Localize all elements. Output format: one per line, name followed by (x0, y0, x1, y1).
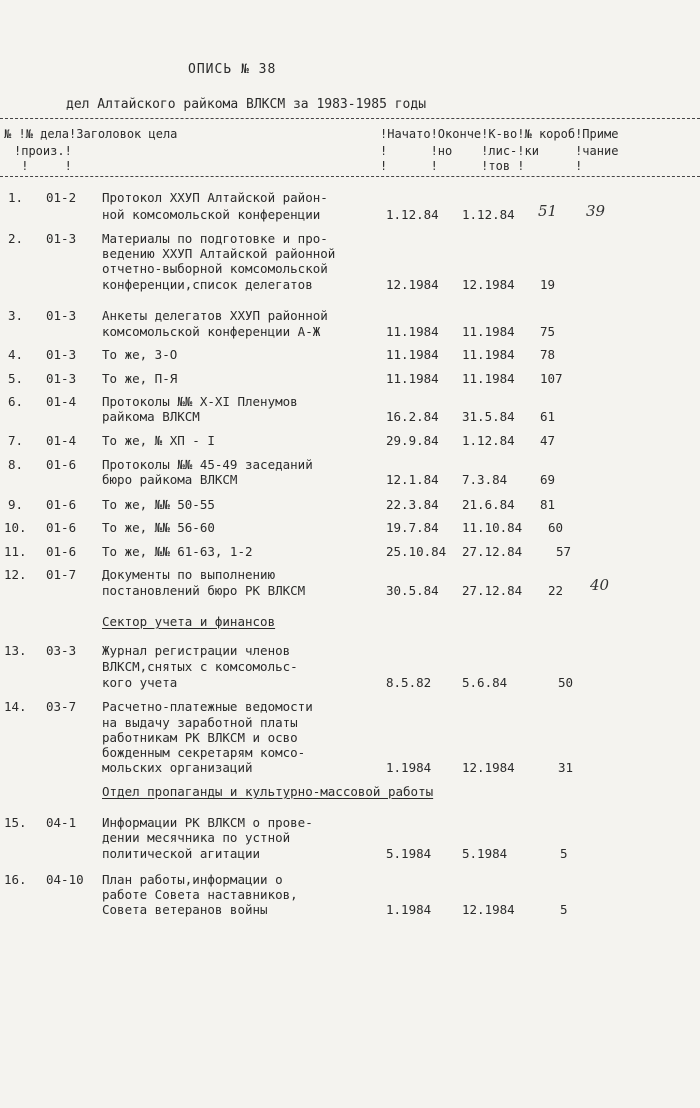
row-sheet-count: 5 (560, 902, 568, 917)
section-heading-accounting: Сектор учета и финансов (102, 614, 276, 629)
row-end-date: 11.1984 (462, 371, 515, 386)
row-title-line: ВЛКСМ,снятых с комсомольс- (102, 659, 298, 674)
header-col-right-3: ! ! !тов ! ! (380, 159, 583, 173)
row-number: 14. (4, 699, 27, 714)
row-number: 7. (8, 433, 24, 448)
row-end-date: 12.1984 (462, 902, 515, 917)
row-title-line: ведению XXУП Алтайской районной (102, 246, 336, 261)
header-bottom-rule (0, 176, 700, 177)
row-sheet-count: 69 (540, 472, 556, 487)
header-col-left-2: !произ.! (14, 144, 72, 158)
row-title-line: То же, №№ 56-60 (102, 520, 215, 535)
row-start-date: 1.1984 (386, 760, 432, 775)
row-start-date: 16.2.84 (386, 409, 439, 424)
row-start-date: 11.1984 (386, 371, 439, 386)
row-sheet-count: 47 (540, 433, 556, 448)
row-number: 6. (8, 394, 24, 409)
row-title-line: отчетно-выборной комсомольской (102, 261, 328, 276)
row-code: 03-3 (46, 643, 77, 658)
row-code: 01-7 (46, 567, 77, 582)
row-title-line: райкома ВЛКСМ (102, 409, 200, 424)
row-start-date: 29.9.84 (386, 433, 439, 448)
row-sheet-count: 81 (540, 497, 556, 512)
row-title-line: политической агитации (102, 846, 261, 861)
row-start-date: 8.5.82 (386, 675, 432, 690)
row-title-line: То же, №№ 50-55 (102, 497, 215, 512)
row-title-line: постановлений бюро РК ВЛКСМ (102, 583, 306, 598)
row-end-date: 31.5.84 (462, 409, 515, 424)
row-end-date: 12.1984 (462, 277, 515, 292)
row-number: 10. (4, 520, 27, 535)
header-col-left-1: № !№ дела!Заголовок цела (4, 127, 178, 141)
row-title-line: божденным секретарям комсо- (102, 745, 306, 760)
row-end-date: 12.1984 (462, 760, 515, 775)
page-title: ОПИСЬ № 38 (188, 62, 277, 77)
row-sheet-count: 57 (556, 544, 572, 559)
row-title-line: работе Совета наставников, (102, 887, 298, 902)
row-code: 01-6 (46, 544, 77, 559)
row-start-date: 1.12.84 (386, 207, 439, 222)
row-sheet-count: 60 (548, 520, 564, 535)
row-title-line: ной комсомольской конференции (102, 207, 321, 222)
row-number: 13. (4, 643, 27, 658)
row-title-line: на выдачу заработной платы (102, 715, 298, 730)
row-code: 01-4 (46, 394, 77, 409)
row-title-line: То же, № ХП - I (102, 433, 215, 448)
row-title-line: План работы,информации о (102, 872, 283, 887)
section-heading-propaganda: Отдел пропаганды и культурно-массовой работы (102, 784, 434, 799)
row-end-date: 11.10.84 (462, 520, 523, 535)
row-number: 3. (8, 308, 24, 323)
row-sheet-count: 75 (540, 324, 556, 339)
row-number: 4. (8, 347, 24, 362)
row-title-line: Документы по выполнению (102, 567, 276, 582)
row-title-line: Протоколы №№ 45-49 заседаний (102, 457, 313, 472)
row-end-date: 21.6.84 (462, 497, 515, 512)
row-sheet-count: 78 (540, 347, 556, 362)
row-sheet-count: 107 (540, 371, 563, 386)
row-title-line: Совета ветеранов войны (102, 902, 268, 917)
row-end-date: 11.1984 (462, 324, 515, 339)
row-start-date: 25.10.84 (386, 544, 447, 559)
header-col-left-3: ! ! (14, 159, 72, 173)
row-end-date: 11.1984 (462, 347, 515, 362)
row-end-date: 5.1984 (462, 846, 508, 861)
row-sheet-count: 31 (558, 760, 574, 775)
row-code: 01-3 (46, 231, 77, 246)
row-sheet-count: 50 (558, 675, 574, 690)
row-title-line: Анкеты делегатов XXУП районной (102, 308, 328, 323)
row-end-date: 5.6.84 (462, 675, 508, 690)
row-code: 01-2 (46, 190, 77, 205)
row-code: 04-1 (46, 815, 77, 830)
row-code: 01-3 (46, 371, 77, 386)
row-number: 8. (8, 457, 24, 472)
row-title-line: бюро райкома ВЛКСМ (102, 472, 238, 487)
row-title-line: То же, З-О (102, 347, 178, 362)
row-sheet-count: 5 (560, 846, 568, 861)
row-title-line: дении месячника по устной (102, 830, 291, 845)
row-code: 04-10 (46, 872, 84, 887)
row-title-line: Журнал регистрации членов (102, 643, 291, 658)
row-code: 01-3 (46, 347, 77, 362)
header-top-rule (0, 118, 700, 119)
row-title-line: конференции,список делегатов (102, 277, 313, 292)
row-sheet-count: 51 (538, 202, 558, 220)
row-number: 9. (8, 497, 24, 512)
row-start-date: 11.1984 (386, 347, 439, 362)
row-number: 11. (4, 544, 27, 559)
row-title-line: мольских организаций (102, 760, 253, 775)
row-start-date: 1.1984 (386, 902, 432, 917)
row-end-date: 27.12.84 (462, 544, 523, 559)
row-end-date: 7.3.84 (462, 472, 508, 487)
header-col-right-1: !Начато!Оконче!К-во!№ короб!Приме (380, 127, 619, 141)
row-number: 15. (4, 815, 27, 830)
row-title-line: Информации РК ВЛКСМ о прове- (102, 815, 313, 830)
row-box-number: 40 (590, 576, 610, 594)
row-title-line: Материалы по подготовке и про- (102, 231, 328, 246)
row-end-date: 1.12.84 (462, 433, 515, 448)
row-start-date: 11.1984 (386, 324, 439, 339)
row-number: 12. (4, 567, 27, 582)
row-number: 2. (8, 231, 24, 246)
row-box-number: 39 (586, 202, 606, 220)
row-sheet-count: 22 (548, 583, 564, 598)
row-start-date: 30.5.84 (386, 583, 439, 598)
row-title-line: комсомольской конференции А-Ж (102, 324, 321, 339)
row-title-line: работникам РК ВЛКСМ и осво (102, 730, 298, 745)
row-code: 01-6 (46, 520, 77, 535)
row-code: 01-3 (46, 308, 77, 323)
row-sheet-count: 19 (540, 277, 556, 292)
row-code: 01-6 (46, 457, 77, 472)
row-title-line: Протокол XXУП Алтайской район- (102, 190, 328, 205)
row-start-date: 12.1.84 (386, 472, 439, 487)
row-code: 01-4 (46, 433, 77, 448)
row-title-line: То же, П-Я (102, 371, 178, 386)
row-start-date: 12.1984 (386, 277, 439, 292)
row-number: 5. (8, 371, 24, 386)
row-title-line: Расчетно-платежные ведомости (102, 699, 313, 714)
header-col-right-2: ! !но !лис-!ки !чание (380, 144, 619, 158)
row-code: 01-6 (46, 497, 77, 512)
row-title-line: Протоколы №№ X-XI Пленумов (102, 394, 298, 409)
row-start-date: 19.7.84 (386, 520, 439, 535)
row-title-line: То же, №№ 61-63, 1-2 (102, 544, 253, 559)
row-number: 1. (8, 190, 24, 205)
row-title-line: кого учета (102, 675, 178, 690)
page-subtitle: дел Алтайского райкома ВЛКСМ за 1983-1985 годы (66, 97, 427, 112)
row-code: 03-7 (46, 699, 77, 714)
row-end-date: 27.12.84 (462, 583, 523, 598)
row-start-date: 22.3.84 (386, 497, 439, 512)
row-end-date: 1.12.84 (462, 207, 515, 222)
row-sheet-count: 61 (540, 409, 556, 424)
row-number: 16. (4, 872, 27, 887)
row-start-date: 5.1984 (386, 846, 432, 861)
